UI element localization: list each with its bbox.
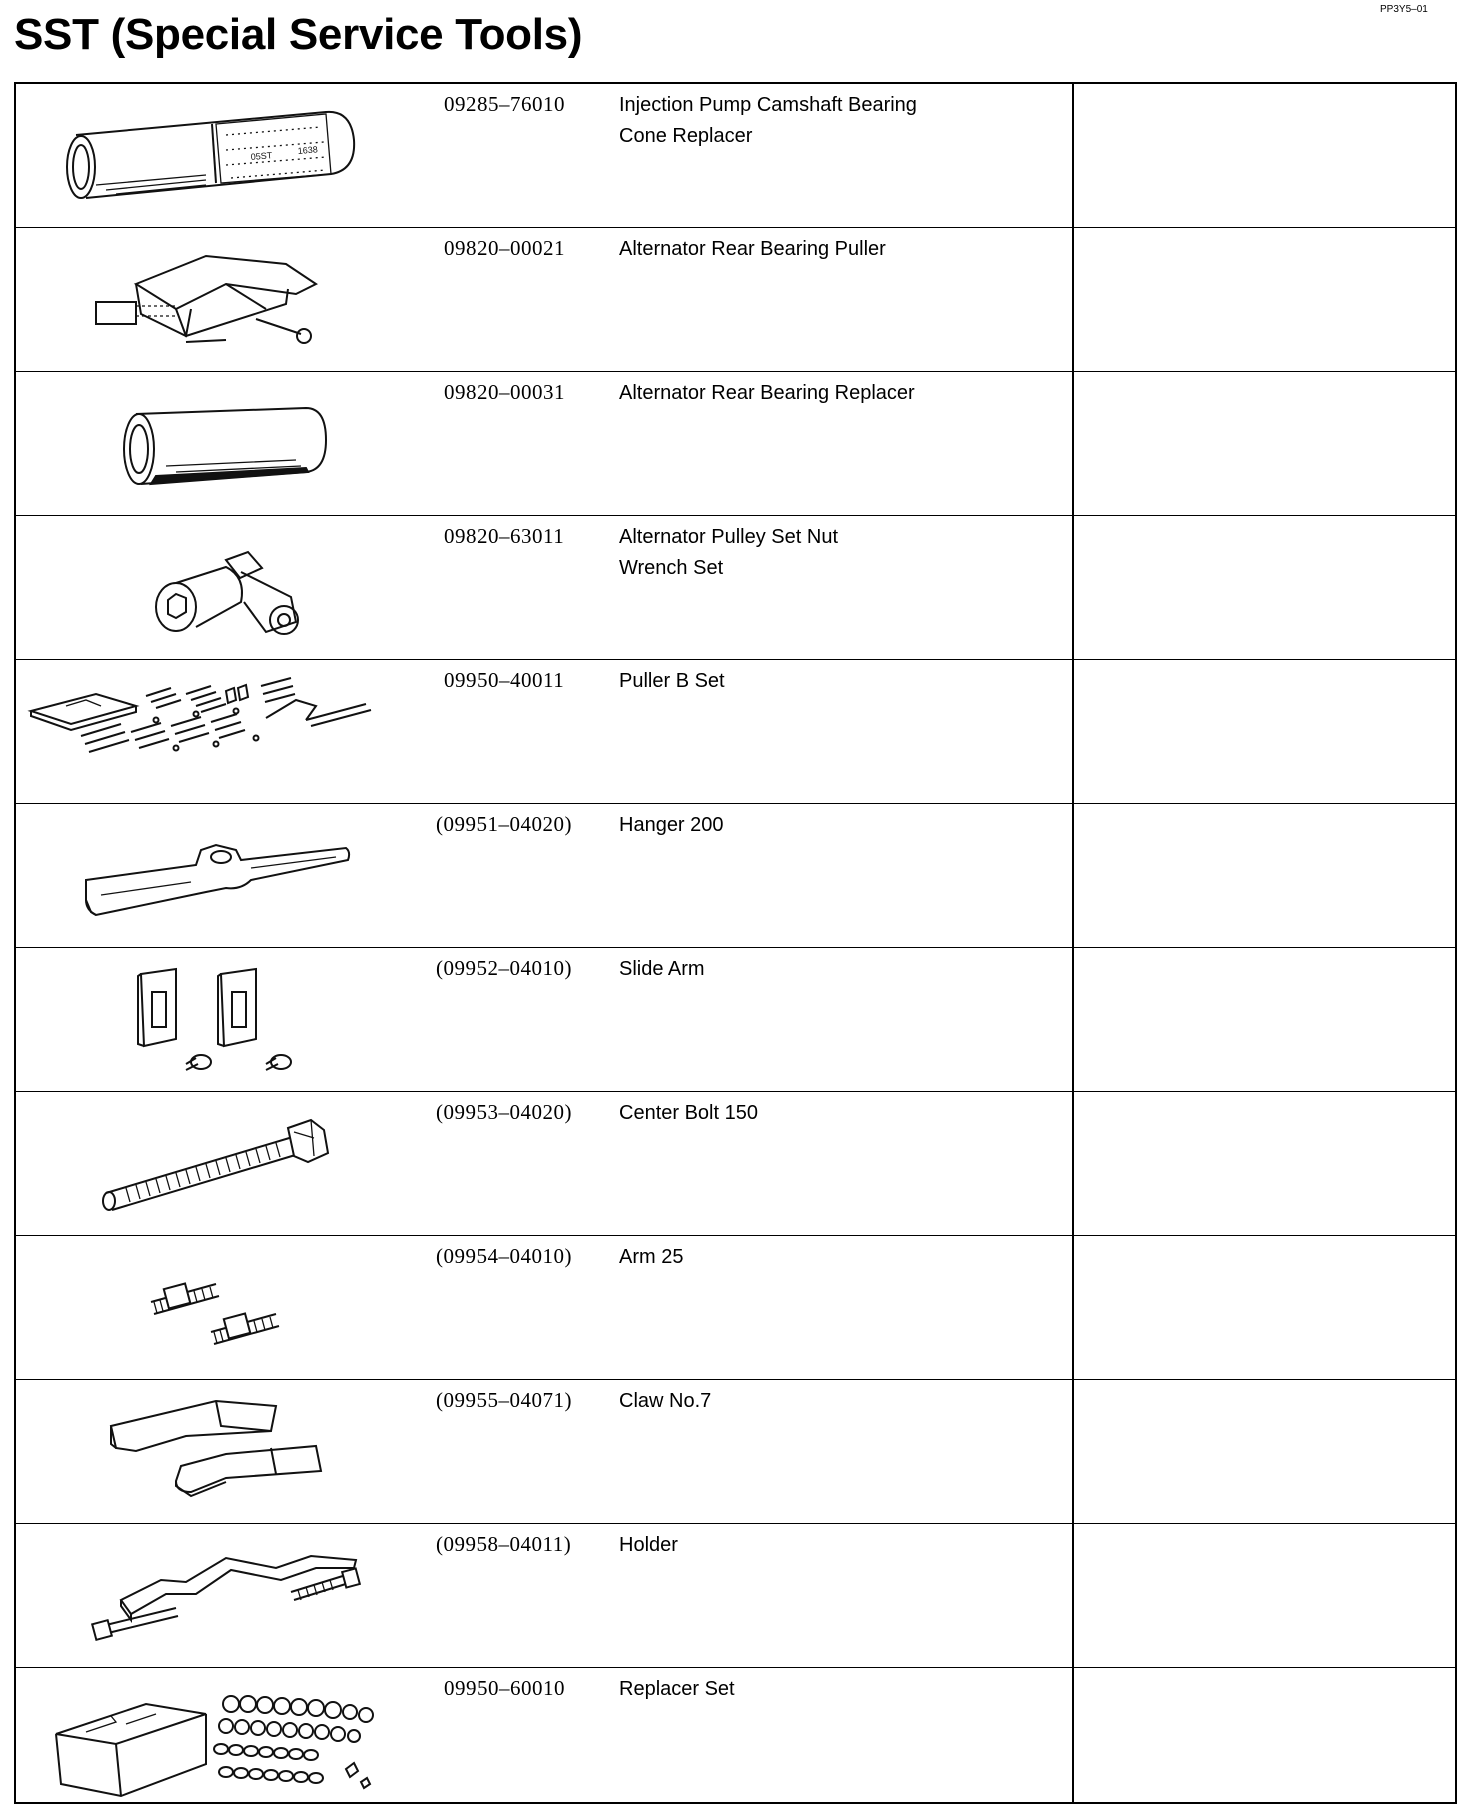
tool-name [619,954,1019,985]
tool-name [619,1386,1019,1417]
part-number: 09950–40011 [444,668,565,692]
tool-name-line: Holder [619,1534,678,1556]
tool-name-line: Wrench Set [619,557,724,579]
part-number: (09952–04010) [436,956,572,980]
tool-name [619,1530,1019,1561]
part-number: (09953–04020) [436,1100,572,1124]
hanger-illustration [26,810,426,940]
tool-name-line: Arm 25 [619,1246,684,1268]
part-number: 09285–76010 [444,92,565,116]
pulley-nut-wrench-illustration [26,522,426,652]
tool-row [16,1092,1455,1236]
tool-row [16,948,1455,1092]
tool-name-line: Injection Pump Camshaft Bearing [619,94,917,116]
part-number: 09820–63011 [444,524,565,548]
tool-name-line: Alternator Rear Bearing Puller [619,238,886,260]
camshaft-bearing-replacer-illustration [26,90,426,220]
tool-name-line: Puller B Set [619,670,725,692]
tool-marking: 05ST [250,150,273,162]
tool-row [16,1524,1455,1668]
tool-row [16,1380,1455,1524]
part-number: (09951–04020) [436,812,572,836]
part-number: 09950–60010 [444,1676,565,1700]
tool-name-line: Claw No.7 [619,1390,712,1412]
tool-name-line: Replacer Set [619,1678,735,1700]
arm-illustration [26,1242,426,1372]
tool-name [619,522,1019,584]
tool-name-line: Slide Arm [619,958,705,980]
page-code: PP3Y5–01 [1380,4,1428,15]
slide-arm-illustration [26,954,426,1084]
tool-name [619,90,1019,152]
replacer-set-illustration [26,1674,426,1804]
bearing-replacer-illustration [26,378,426,508]
part-number: (09955–04071) [436,1388,572,1412]
page-title: SST (Special Service Tools) [14,10,583,59]
tool-name-line: Alternator Pulley Set Nut [619,526,838,548]
part-number: 09820–00031 [444,380,565,404]
tool-name-line: Hanger 200 [619,814,724,836]
tool-row [16,1236,1455,1380]
tool-row [16,516,1455,660]
puller-b-set-illustration [26,666,426,796]
tool-name [619,1674,1019,1705]
part-number: (09954–04010) [436,1244,572,1268]
tool-name [619,378,1019,409]
tool-row [16,372,1455,516]
tool-name [619,666,1019,697]
tool-name-line: Center Bolt 150 [619,1102,758,1124]
tool-name-line: Alternator Rear Bearing Replacer [619,382,915,404]
tool-marking: 1638 [297,144,319,156]
tool-row [16,1668,1455,1802]
tool-name [619,1098,1019,1129]
tool-row [16,660,1455,804]
bearing-puller-illustration [26,234,426,364]
center-bolt-illustration [26,1098,426,1228]
tool-row [16,84,1455,228]
claw-illustration [26,1386,426,1516]
tool-name-line: Cone Replacer [619,125,753,147]
holder-illustration [26,1530,426,1660]
part-number: (09958–04011) [436,1532,572,1556]
tool-name [619,1242,1019,1273]
tool-name [619,810,1019,841]
tool-name [619,234,1019,265]
tool-row [16,804,1455,948]
sst-table [14,82,1457,1804]
part-number: 09820–00021 [444,236,565,260]
tool-row [16,228,1455,372]
